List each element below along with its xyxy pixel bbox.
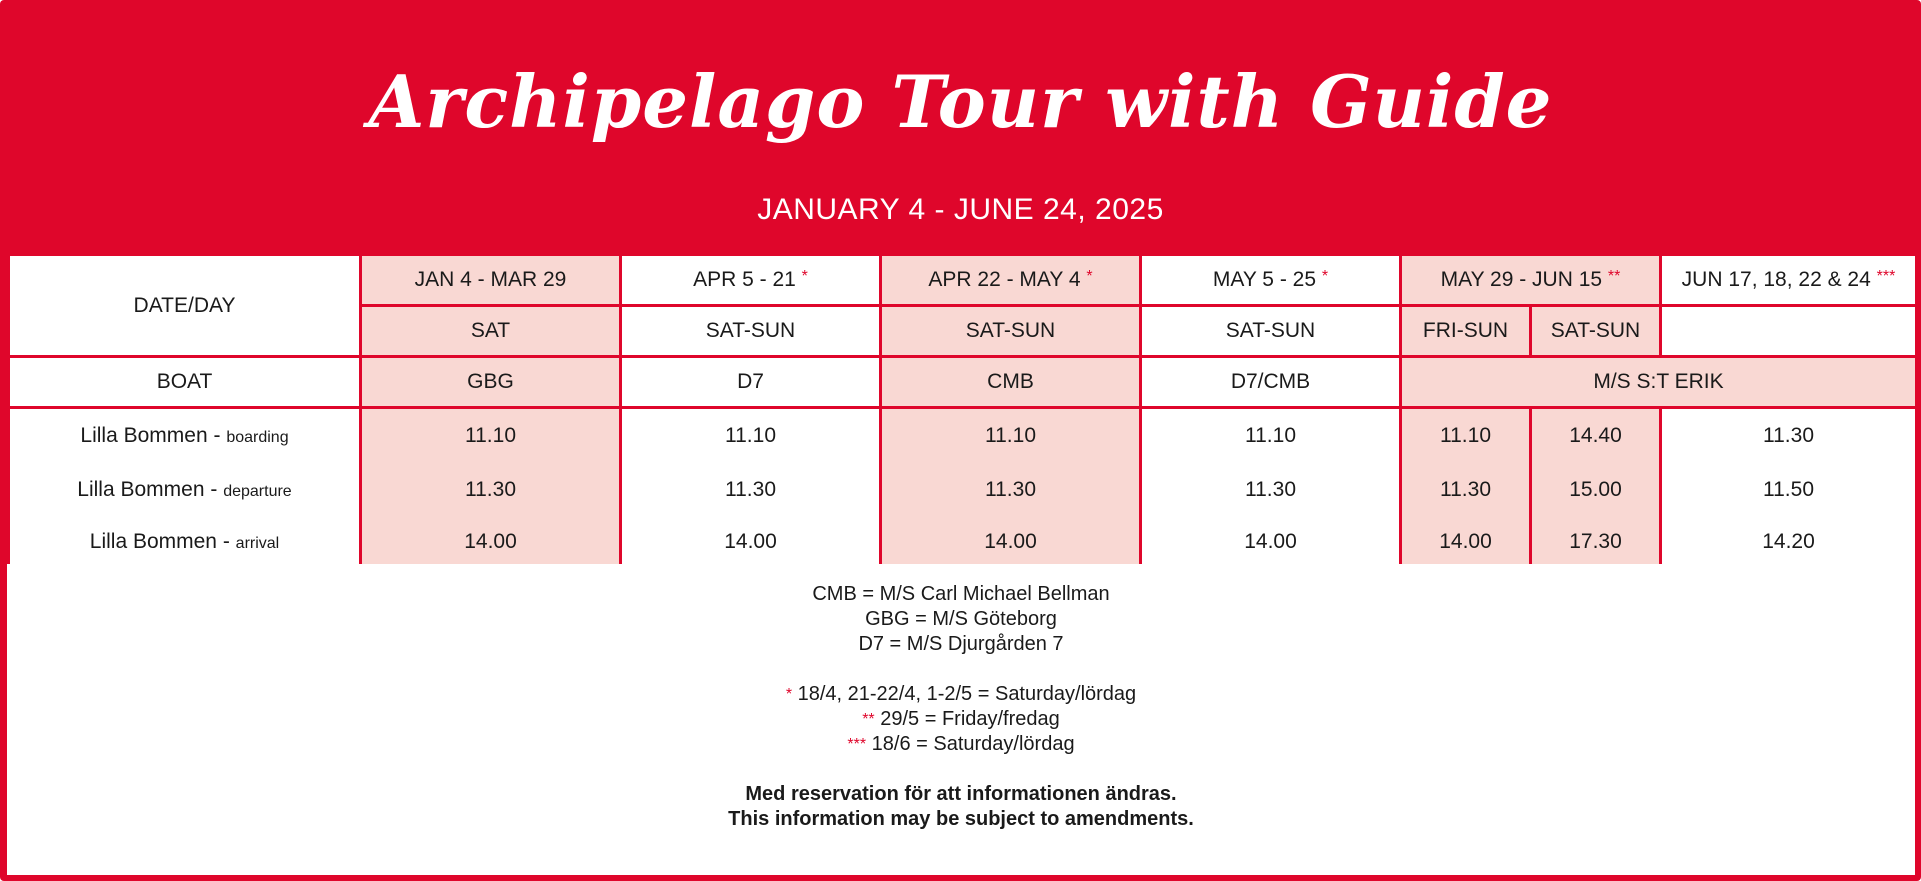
boat-label: BOAT <box>9 357 361 408</box>
time-cell: 11.50 <box>1661 463 1917 517</box>
legend-line: CMB = M/S Carl Michael Bellman <box>812 583 1110 605</box>
row-label <box>9 463 361 517</box>
footnote-line <box>7 682 1915 707</box>
time-cell: 11.30 <box>361 463 621 517</box>
period-header <box>621 255 881 306</box>
row-place: Lilla Bommen - <box>77 478 218 501</box>
time-cell: 14.00 <box>621 517 881 569</box>
date-range-subtitle: JANUARY 4 - JUNE 24, 2025 <box>757 193 1164 226</box>
time-cell: 14.00 <box>881 517 1141 569</box>
footnote-line <box>7 707 1915 732</box>
period-header <box>1401 255 1661 306</box>
footnote-marker: * <box>801 268 808 285</box>
row-type: departure <box>223 483 292 500</box>
day-cell <box>1661 306 1917 357</box>
table-row <box>9 463 1917 517</box>
period-range: JUN 17, 18, 22 & 24 <box>1681 268 1871 291</box>
footnote-marker: * <box>1321 268 1329 285</box>
row-place: Lilla Bommen - <box>80 424 221 447</box>
boat-cell: D7 <box>621 357 881 408</box>
boat-row <box>9 357 1917 408</box>
period-range: MAY 29 - JUN 15 <box>1440 268 1603 291</box>
footnote-text: 18/6 = Saturday/lördag <box>871 733 1075 755</box>
time-cell: 11.30 <box>1141 463 1401 517</box>
period-range: JAN 4 - MAR 29 <box>414 268 567 291</box>
time-cell: 11.10 <box>881 408 1141 464</box>
row-place: Lilla Bommen - <box>89 530 230 553</box>
time-cell: 11.10 <box>1401 408 1531 464</box>
time-cell: 14.00 <box>1141 517 1401 569</box>
footnote-line <box>7 732 1915 757</box>
footnote-marker: * <box>1086 268 1093 285</box>
day-cell: SAT <box>361 306 621 357</box>
period-header <box>881 255 1141 306</box>
time-cell: 11.30 <box>1661 408 1917 464</box>
boat-cell: D7/CMB <box>1141 357 1401 408</box>
table-row <box>9 408 1917 464</box>
time-cell: 11.10 <box>1141 408 1401 464</box>
boat-cell: GBG <box>361 357 621 408</box>
boat-cell: M/S S:T ERIK <box>1401 357 1917 408</box>
disclaimer-swedish: Med reservation för att informationen ändras. <box>745 783 1177 805</box>
legend-line: GBG = M/S Göteborg <box>865 608 1057 630</box>
period-header-row <box>9 255 1917 306</box>
time-cell: 15.00 <box>1531 463 1661 517</box>
period-header <box>1661 255 1917 306</box>
time-cell: 11.30 <box>621 463 881 517</box>
boat-cell: CMB <box>881 357 1141 408</box>
date-day-label: DATE/DAY <box>9 255 361 357</box>
footnote-marker: ** <box>862 711 875 728</box>
period-range: APR 22 - MAY 4 <box>928 268 1081 291</box>
footnote-marker: * <box>785 686 793 703</box>
row-type: arrival <box>235 535 280 552</box>
period-header <box>361 255 621 306</box>
row-label <box>9 408 361 464</box>
time-cell: 11.30 <box>881 463 1141 517</box>
time-cell: 11.30 <box>1401 463 1531 517</box>
time-cell: 14.00 <box>1401 517 1531 569</box>
day-cell: SAT-SUN <box>1531 306 1661 357</box>
time-cell: 14.20 <box>1661 517 1917 569</box>
time-cell: 11.10 <box>361 408 621 464</box>
legend-line: D7 = M/S Djurgården 7 <box>858 633 1064 655</box>
footnote-text: 29/5 = Friday/fredag <box>880 708 1060 730</box>
row-label <box>9 517 361 569</box>
time-cell: 17.30 <box>1531 517 1661 569</box>
time-cell: 11.10 <box>621 408 881 464</box>
row-type: boarding <box>226 429 289 446</box>
notes-panel <box>7 564 1915 875</box>
schedule-table <box>7 253 1918 570</box>
day-cell: SAT-SUN <box>1141 306 1401 357</box>
day-cell: SAT-SUN <box>621 306 881 357</box>
footnote-text: 18/4, 21-22/4, 1-2/5 = Saturday/lördag <box>797 683 1137 705</box>
day-cell: SAT-SUN <box>881 306 1141 357</box>
period-header <box>1141 255 1401 306</box>
disclaimer-english: This information may be subject to amendments. <box>728 808 1194 830</box>
time-cell: 14.40 <box>1531 408 1661 464</box>
table-row <box>9 517 1917 569</box>
footnote-marker: *** <box>1876 268 1896 285</box>
period-range: MAY 5 - 25 <box>1212 268 1317 291</box>
page-title: Archipelago Tour with Guide <box>368 59 1553 144</box>
time-cell: 14.00 <box>361 517 621 569</box>
footnote-marker: ** <box>1607 268 1621 285</box>
period-range: APR 5 - 21 <box>693 268 796 291</box>
footnote-marker: *** <box>847 736 867 753</box>
day-cell: FRI-SUN <box>1401 306 1531 357</box>
